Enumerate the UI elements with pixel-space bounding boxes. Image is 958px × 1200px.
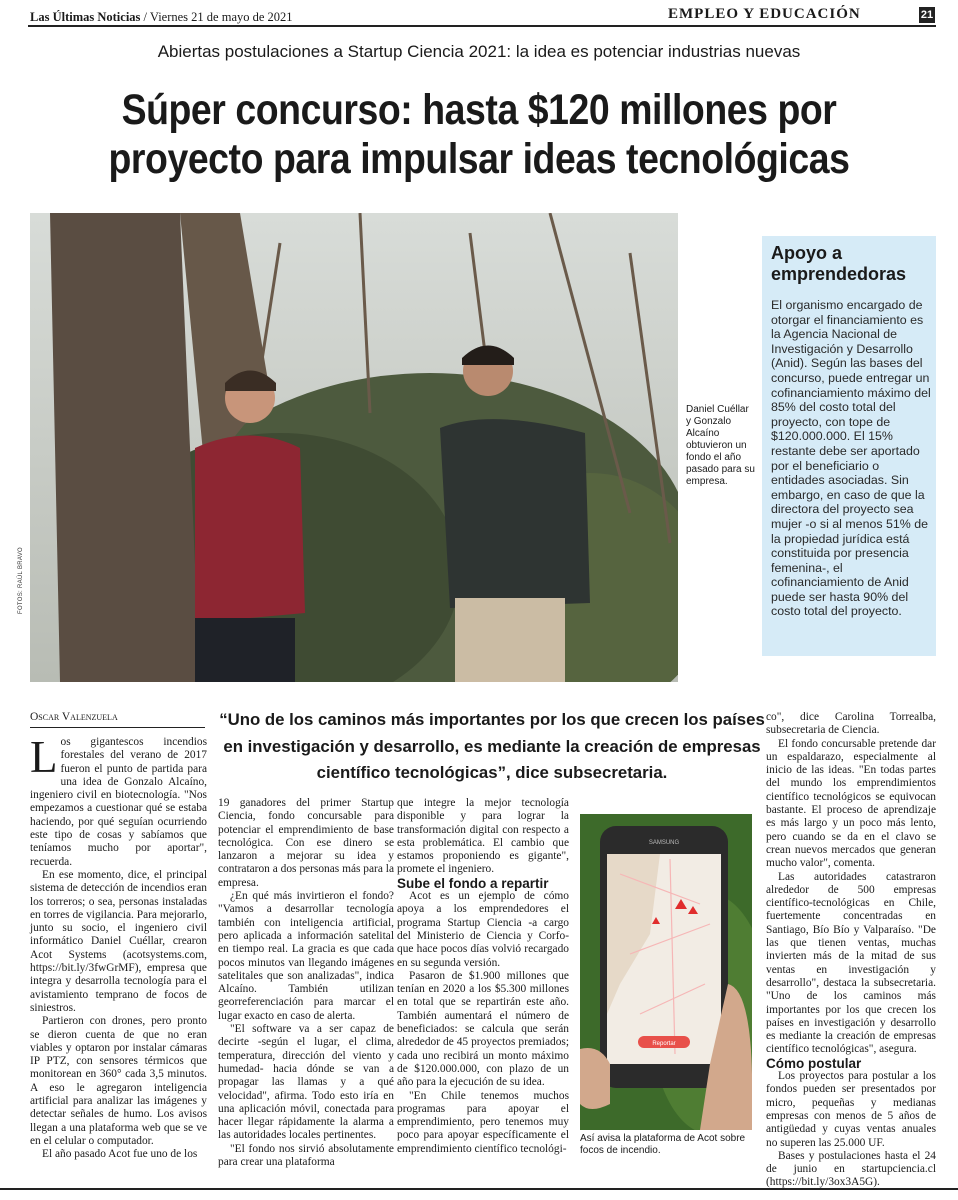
phone-illustration [580,814,752,1130]
kicker: Abiertas postulaciones a Startup Ciencia 2021: la idea es potenciar industrias nuevas [157,42,801,61]
paragraph: "En Chile tenemos muchos programas para apoyar el emprendimiento, pero tenemos muy poco para apoyar específicamente el emprendimiento científico tecnológi- [397,1089,569,1155]
photo-caption: Daniel Cuéllar y Gonzalo Alcaíno obtuvieron un fondo el año pasado para su empresa. [686,404,755,487]
paragraph: "El fondo nos sirvió absolutamente para crear una plataforma [218,1142,394,1169]
phone-brand: SAMSUNG [648,840,680,846]
paragraph [30,732,207,869]
sidebar-title: Apoyo a emprendedoras [771,243,907,284]
headline-line-2: proyecto para impulsar ideas tecnológicas [108,135,850,183]
page-number: 21 [920,9,934,21]
photo-credit: FOTOS: RAÚL BRAVO [18,546,24,614]
article-column-2 [218,797,394,1169]
headline [80,86,879,184]
phone-photo [580,814,752,1130]
paragraph: Las autoridades catastraron alrededor de 500 empresas científico-tecnológicas en Chile, fuertemente concentradas en Santiago, Bío Bío y Valparaíso. "De las que tienen ventas, muchas invierten más de la mitad de sus ventas en investigación y desarrollo", destaca la subsecretaria. "Uno de los caminos más importantes por los que crecen los países en investigación y desarrollo es mediante la creación de empresas científico tecnológicas", asegura. [766,870,936,1056]
paragraph: En ese momento, dice, el principal sistema de detección de incendios eran los torreros; o sea, personas instaladas en torres de vigilancia. Para mejorarlo, junto su socio, el ingeniero civil informático Daniel Cuéllar, crearon Acot Systems (acotsystems.com, https://bit.ly/3fwGrMF), empresa que integra y desarrolla tecnología para el avistamiento temprano de focos de siniestros. [30,868,207,1014]
paragraph: Acot es un ejemplo de cómo apoya a los emprendedores el programa Startup Ciencia -a cargo del Ministerio de Ciencia y Corfo- que hace pocos días volvió recargado en su segunda versión. [397,890,569,969]
sidebar-body: El organismo encargado de otorgar el financiamiento es la Agencia Nacional de Investigación y Desarrollo (Anid). Según las bases del concurso, puede entregar un cofinanciamiento máximo del 85% del costo total del proyecto, con tope de $120.000.000. El 15% restante debe ser aportado por el beneficiario o entidades asociadas. Sin embargo, en caso de que la directora del proyecto sea mujer -o si al menos 51% de la propiedad jurídica está constituida por presencia femenina-, el cofinanciamiento de Anid puede ser hasta 90% del costo total del proyecto. [771,298,931,619]
paragraph: 19 ganadores del primer Startup Ciencia, fondo concursable para potenciar el emprendimiento de base tecnológica. Con ese dinero se lanzaron a mejorar su idea y contrataron a dos personas más para la empresa. [218,797,394,889]
paragraph: Partieron con drones, pero pronto se dieron cuenta de que no eran viables y optaron por instalar cámaras IP PTZ, con sensores térmicos que monitorean en 360° cada 3,5 minutos. A eso le agregaron inteligencia artificial para analizar las imágenes y detectar señales de humo. Los avisos llegan a una plataforma web que se ve en el celular o computador. [30,1015,207,1147]
paragraph-text: os gigantescos incendios forestales del verano de 2017 fueron el punto de partida para una idea de Gonzalo Alcaíno, ingeniero civil en biotecnología. "Nos empezamos a cuestionar qué se estaba haciendo, por qué seguían ocurriendo este tipo de cosas y sabíamos que teníamos mucho por aportar", recuerda. [30,736,207,868]
headline-line-1: Súper concurso: hasta $120 millones por [121,86,837,134]
paragraph: "El software va a ser capaz de decirte -según el lugar, el clima, temperatura, dirección del viento y humedad- hacia dónde se van a propagar las llamas y a qué velocidad", afirma. Todo esto iría en una aplicación móvil, conectada para hacer llegar rápidamente la alarma a las autoridades locales pertinentes. [218,1023,394,1142]
paragraph: Bases y postulaciones hasta el 24 de junio en startupciencia.cl (https://bit.ly/3ox3A5G). [766,1149,936,1189]
issue-date: / Viernes 21 de mayo de 2021 [143,10,293,24]
paragraph: El fondo concursable pretende dar un espaldarazo, especialmente al inicio de las ideas. "En todas partes del mundo los emprendimientos científico tecnológicos se equivocan bastante. El proceso de aprendizaje es más largo y un poco más lento, pero cuando se da en el clavo se crean nuevos mercados que generan mucho valor", comenta. [766,737,936,870]
byline: Oscar Valenzuela [30,711,118,723]
paragraph: ¿En qué más invirtieron el fondo? "Vamos a desarrollar tecnología también con inteligencia artificial, pero aplicada a información satelital en tiempo real. La gracia es que cada pocos minutos van llegando imágenes satelitales que son analizadas", indica Alcaíno. También utilizan georreferenciación para marcar el lugar exacto en caso de alerta. [218,890,394,1022]
main-photo [30,213,678,682]
article-column-3 [397,797,569,1156]
subheading: Sube el fondo a repartir [397,875,549,891]
article-column-4 [766,711,936,1190]
paragraph: Los proyectos para postular a los fondos pueden ser presentados por micro, pequeñas y medianas empresas con menos de 5 años de antigüedad y cuyas ventas anuales no superen las 25.000 UF. [766,1070,936,1149]
section-title: EMPLEO Y EDUCACIÓN [668,6,861,22]
byline-rule [30,727,205,728]
report-button-label: Reportar [652,1041,676,1047]
paper-name: Las Últimas Noticias [30,10,141,24]
paragraph: El año pasado Acot fue uno de los [42,1148,198,1161]
subheading: Cómo postular [766,1055,862,1071]
drop-cap: L [30,732,58,782]
paragraph: que integre la mejor tecnología disponible y para lograr la transformación digital con respecto a esta problemática. El cambio que estamos proponiendo es gigante", promete el ingeniero. [397,797,569,876]
bottom-rule [0,1188,958,1190]
photo-illustration [30,213,678,682]
paragraph: co", dice Carolina Torrealba, subsecretaria de Ciencia. [766,711,936,737]
phone-caption: Así avisa la plataforma de Acot sobre focos de incendio. [580,1133,746,1156]
article-column-1 [30,732,207,1162]
header-rule [28,25,936,27]
pull-quote: “Uno de los caminos más importantes por los que crecen los países en investigación y desarrollo, es mediante la creación de empresas científico tecnológicas”, dice subsecretaria. [219,710,765,782]
paragraph: Pasaron de $1.900 millones que tenían en 2020 a los $5.300 millones en total que se repartirán este año. También aumentará el número de beneficiados: se calcula que serán alrededor de 45 proyectos premiados; cada uno recibirá un monto máximo de $120.000.000, con plazo de un año para la ejecución de su idea. [397,969,569,1089]
masthead [30,10,293,25]
